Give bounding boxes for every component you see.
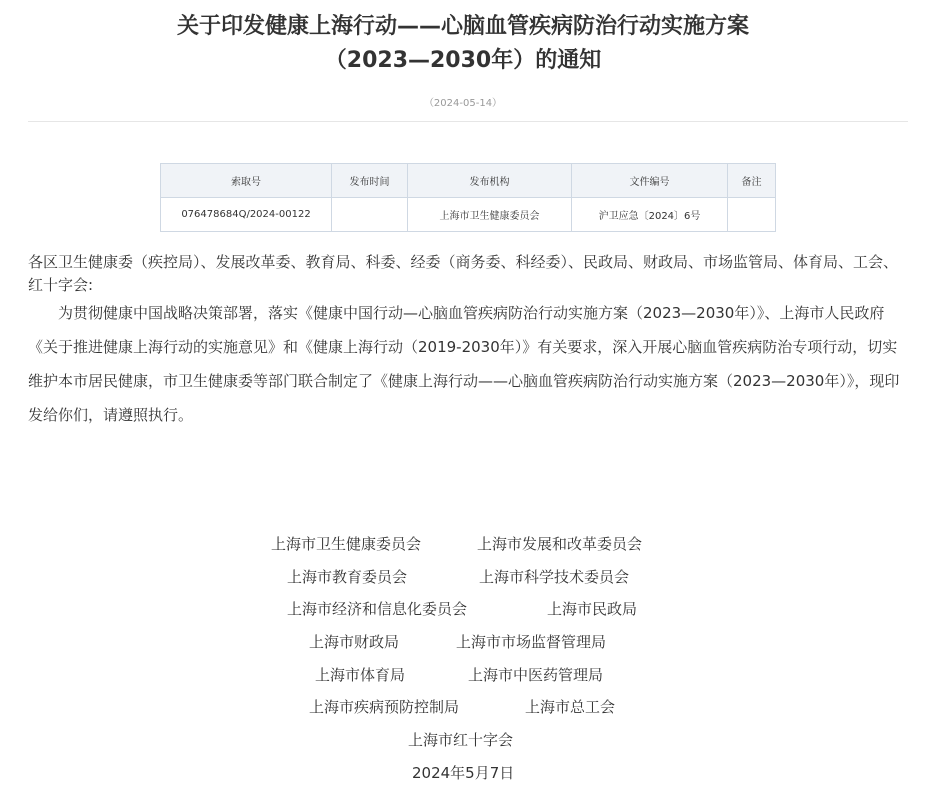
signatory-block [0,528,926,790]
info-table-header-row [161,164,776,198]
header-index-number: 索取号 [161,164,332,198]
header-remarks: 备注 [728,164,776,198]
signatory: 上海市科学技术委员会 [479,567,630,586]
signing-date: 2024年5月7日 [412,763,515,782]
signatory: 上海市疾病预防控制局 [309,698,460,717]
signatory: 上海市体育局 [315,665,406,684]
signing-date-row [0,757,926,790]
signatory: 上海市财政局 [309,633,400,652]
value-remarks [728,198,776,232]
signatory-row [0,626,926,659]
value-publish-time [332,198,408,232]
body-paragraph: 为贯彻健康中国战略决策部署，落实《健康中国行动—心脑血管疾病防治行动实施方案（2023—2030年）》、上海市人民政府《关于推进健康上海行动的实施意见》和《健康上海行动（2019-2030年）》有关要求，深入开展心脑血管疾病防治专项行动，切实维护本市居民健康，市卫生健康委等部门联合制定了《健康上海行动——心脑血管疾病防治行动实施方案（2023—2030年）》，现印发给你们，请遵照执行。 [28,304,900,424]
signatory: 上海市民政局 [547,600,638,619]
header-document-number: 文件编号 [572,164,728,198]
signatory: 上海市卫生健康委员会 [271,535,422,553]
info-table-value-row [161,198,776,232]
signatory: 上海市教育委员会 [287,567,408,586]
signatory-row [0,659,926,692]
header-publish-time: 发布时间 [332,164,408,198]
value-issuing-agency: 上海市卫生健康委员会 [408,198,572,232]
title-divider [28,121,908,122]
signatory-row [0,593,926,626]
signatory: 上海市发展和改革委员会 [477,535,643,553]
signatory-row [0,724,926,757]
publish-date: （2024-05-14） [423,98,503,109]
signatory: 上海市市场监督管理局 [456,633,607,652]
signatory: 上海市总工会 [525,698,616,717]
document-title [0,10,926,78]
signatory: 上海市红十字会 [408,731,514,750]
title-line-1: 关于印发健康上海行动——心脑血管疾病防治行动实施方案 [176,14,749,39]
signatory-row [0,561,926,594]
value-document-number: 沪卫应急〔2024〕6号 [572,198,728,232]
addressee-paragraph: 各区卫生健康委（疾控局）、发展改革委、教育局、科委、经委（商务委、科经委）、民政局、财政局、市场监管局、体育局、工会、红十字会: [28,253,899,294]
title-line-2: （2023—2030年）的通知 [324,48,602,73]
signatory-row [0,691,926,724]
document-info-table [160,163,776,232]
header-issuing-agency: 发布机构 [408,164,572,198]
signatory: 上海市经济和信息化委员会 [287,600,468,619]
signatory: 上海市中医药管理局 [468,665,604,684]
value-index-number: 076478684Q/2024-00122 [161,198,332,232]
signatory-row [0,528,926,561]
